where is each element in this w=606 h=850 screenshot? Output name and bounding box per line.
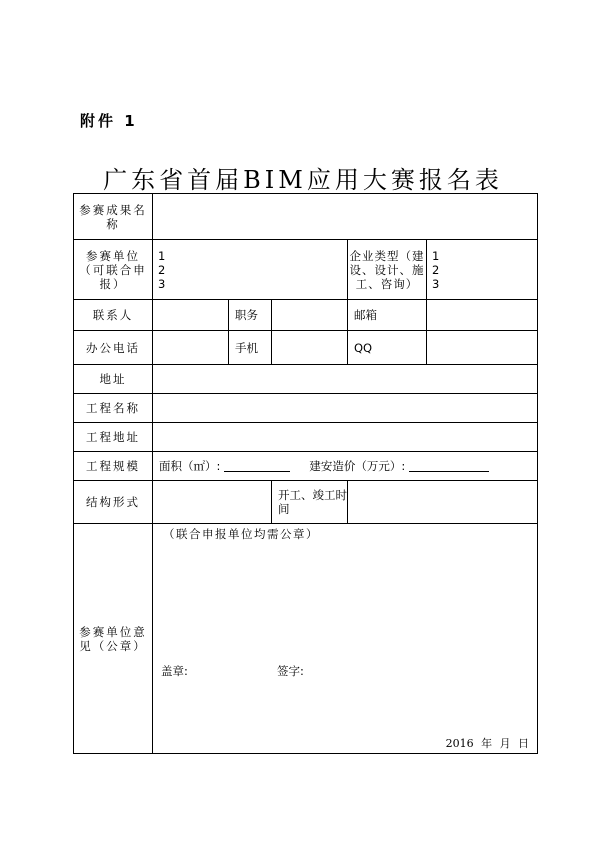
signature-label: 签字:	[277, 664, 304, 678]
contact-field[interactable]	[153, 300, 229, 331]
mobile-label: 手机	[229, 331, 272, 365]
position-field[interactable]	[272, 300, 348, 331]
structure-label: 结构形式	[74, 481, 153, 524]
contact-label: 联系人	[74, 300, 153, 331]
unit-number-3: 3	[158, 276, 166, 291]
unit-number-2: 2	[158, 262, 166, 277]
address-label: 地址	[74, 365, 153, 394]
seal-label: 盖章:	[161, 664, 188, 678]
area-label: 面积（㎡）:	[159, 459, 221, 473]
project-name-field[interactable]	[153, 194, 538, 240]
opinion-label: 参赛单位意见（公章）	[74, 524, 153, 754]
project-name-label: 参赛成果名称	[74, 194, 153, 240]
date-label: 2016 年 月 日	[445, 737, 530, 750]
engineering-address-label: 工程地址	[74, 423, 153, 452]
attachment-label: 附件 1	[80, 112, 138, 130]
address-field[interactable]	[153, 365, 538, 394]
engineering-scale-field	[153, 452, 538, 481]
company-type-label: 企业类型（建设、设计、施工、咨询）	[348, 240, 427, 300]
email-field[interactable]	[427, 300, 538, 331]
unit-field[interactable]	[153, 240, 348, 300]
qq-field[interactable]	[427, 331, 538, 365]
opinion-field[interactable]	[153, 524, 538, 754]
engineering-scale-label: 工程规模	[74, 452, 153, 481]
structure-field[interactable]	[153, 481, 272, 524]
office-phone-label: 办公电话	[74, 331, 153, 365]
engineering-name-label: 工程名称	[74, 394, 153, 423]
qq-label: QQ	[348, 331, 427, 365]
area-input[interactable]	[224, 459, 290, 472]
page-title: 广东省首届BIM应用大赛报名表	[103, 166, 503, 194]
mobile-field[interactable]	[272, 331, 348, 365]
cost-label: 建安造价（万元）:	[309, 459, 406, 473]
company-type-field[interactable]	[427, 240, 538, 300]
engineering-address-field[interactable]	[153, 423, 538, 452]
company-type-number-3: 3	[432, 276, 440, 291]
unit-label: 参赛单位（可联合申报）	[74, 240, 153, 300]
registration-form	[73, 193, 538, 754]
cost-input[interactable]	[409, 459, 489, 472]
unit-number-1: 1	[158, 248, 166, 263]
company-type-number-1: 1	[432, 248, 440, 263]
company-type-number-2: 2	[432, 262, 440, 277]
office-phone-field[interactable]	[153, 331, 229, 365]
engineering-name-field[interactable]	[153, 394, 538, 423]
opinion-note: （联合申报单位均需公章）	[163, 527, 319, 541]
start-end-time-label: 开工、竣工时间	[272, 481, 348, 524]
position-label: 职务	[229, 300, 272, 331]
start-end-time-field[interactable]	[348, 481, 538, 524]
email-label: 邮箱	[348, 300, 427, 331]
